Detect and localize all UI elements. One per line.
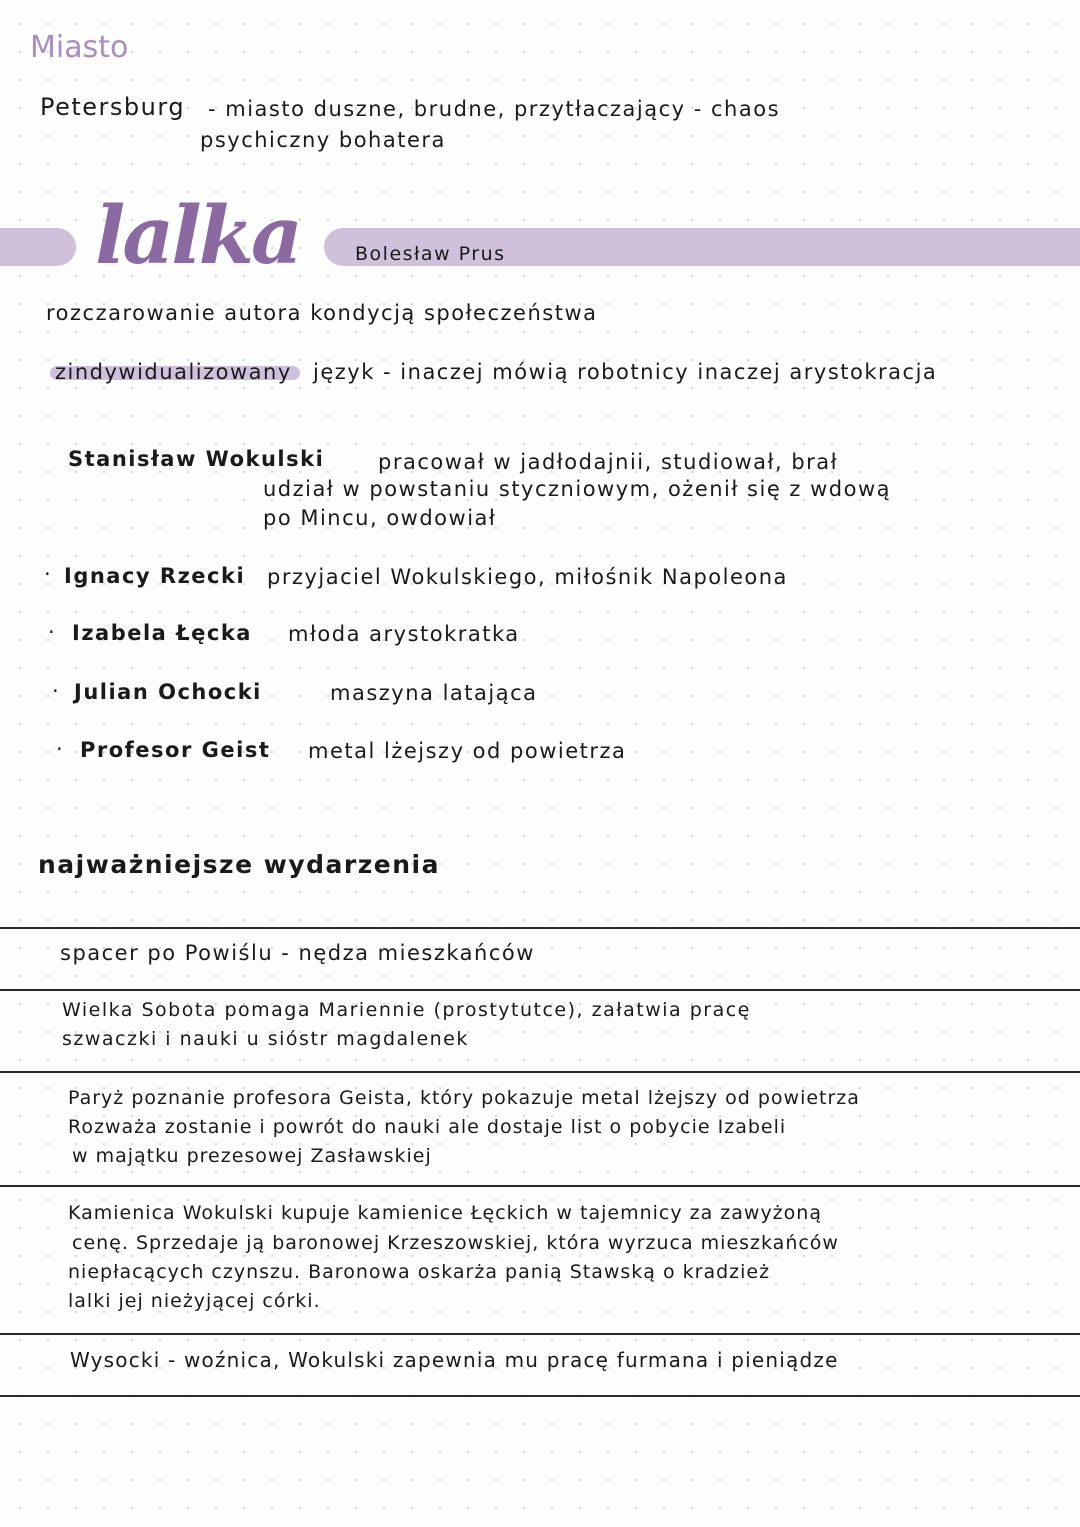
city-label: Petersburg — [40, 93, 186, 121]
event-text: Paryż poznanie profesora Geista, który pokazuje metal lżejszy od powietrza — [68, 1087, 860, 1109]
character-desc: udział w powstaniu styczniowym, ożenił się z wdową — [263, 477, 892, 501]
bullet: · — [56, 737, 65, 761]
bullet: · — [52, 679, 61, 703]
event-text: Wysocki - woźnica, Wokulski zapewnia mu pracę furmana i pieniądze — [70, 1348, 839, 1372]
character-desc: przyjaciel Wokulskiego, miłośnik Napoleona — [267, 565, 788, 589]
note-language-highlight: zindywidualizowany — [55, 360, 292, 384]
character-desc: pracował w jadłodajnii, studiował, brał — [378, 450, 839, 474]
divider — [0, 927, 1080, 929]
divider — [0, 989, 1080, 991]
book-title: lalka — [95, 188, 300, 282]
event-text: spacer po Powiślu - nędza mieszkańców — [60, 941, 535, 965]
character-name: Profesor Geist — [80, 738, 271, 762]
divider — [0, 1333, 1080, 1335]
character-name: Ignacy Rzecki — [64, 564, 246, 588]
city-description-cont: psychiczny bohatera — [200, 128, 446, 152]
event-text: Kamienica Wokulski kupuje kamienice Łęckich w tajemnicy za zawyżoną — [68, 1202, 822, 1224]
bullet: · — [44, 562, 53, 586]
character-desc: młoda arystokratka — [288, 622, 520, 646]
divider — [0, 1071, 1080, 1073]
section-heading-miasto: Miasto — [30, 30, 129, 65]
note-disappointment: rozczarowanie autora kondycją społeczeństwa — [46, 301, 598, 325]
event-text: cenę. Sprzedaje ją baronowej Krzeszowskiej, która wyrzuca mieszkańców — [72, 1232, 839, 1254]
divider — [0, 1185, 1080, 1187]
character-desc: metal lżejszy od powietrza — [308, 739, 627, 763]
note-language-rest: język - inaczej mówią robotnicy inaczej arystokracja — [313, 360, 938, 384]
event-text: niepłacących czynszu. Baronowa oskarża panią Stawską o kradzież — [68, 1261, 771, 1283]
character-name: Julian Ochocki — [74, 680, 262, 704]
event-text: w majątku prezesowej Zasławskiej — [72, 1145, 432, 1167]
city-description: - miasto duszne, brudne, przytłaczający - chaos — [208, 97, 781, 121]
book-author: Bolesław Prus — [355, 243, 506, 265]
title-band-left — [0, 228, 76, 266]
event-text: Rozważa zostanie i powrót do nauki ale dostaje list o pobycie Izabeli — [68, 1116, 787, 1138]
event-text: Wielka Sobota pomaga Mariennie (prostytutce), załatwia pracę — [62, 999, 751, 1021]
character-name: Izabela Łęcka — [72, 621, 252, 645]
character-desc: maszyna latająca — [330, 681, 538, 705]
bullet: · — [48, 620, 57, 644]
events-heading: najważniejsze wydarzenia — [38, 850, 440, 879]
character-desc: po Mincu, owdowiał — [263, 506, 497, 530]
character-name: Stanisław Wokulski — [68, 447, 325, 471]
event-text: szwaczki i nauki u sióstr magdalenek — [62, 1028, 469, 1050]
divider — [0, 1395, 1080, 1397]
event-text: lalki jej nieżyjącej córki. — [68, 1290, 321, 1312]
